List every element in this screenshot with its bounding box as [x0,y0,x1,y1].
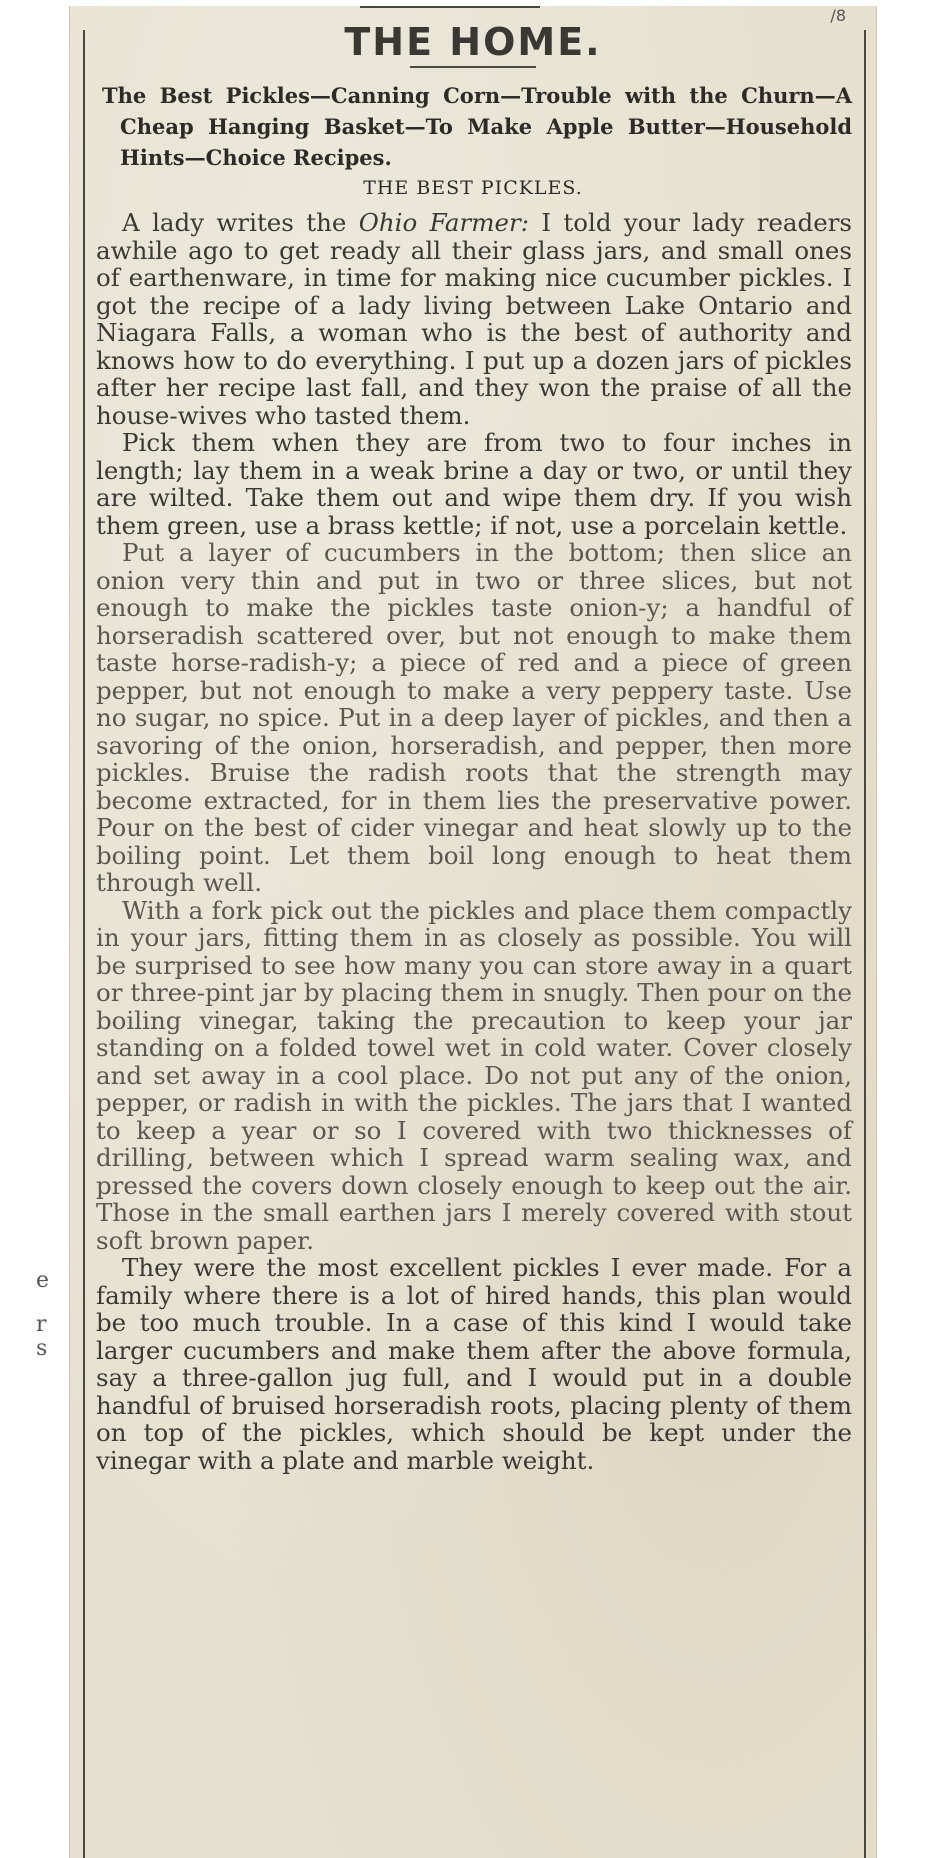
p1-rest: I told your lady readers awhile ago to get ready all their glass jars, and small ones of earthenware, in time for making nice cucumber pickles. I got the recipe of a lady living between Lake Ontario and Niagara Falls, a woman who is the best of authority and knows how to do everything. I put up a dozen jars of pickles after her recipe last fall, and they won the praise of all the house-wives who tasted them. [96,208,852,430]
edge-fragment: r [36,1312,47,1337]
p1-lead: A lady writes the [122,208,359,237]
top-rule [360,6,540,8]
paragraph-1 [96,209,852,429]
deck-text: The Best Pickles—Canning Corn—Trouble with the Churn—A Cheap Hanging Basket—To Make Apple Butter—Household Hints—Choice Recipes. [102,83,852,170]
headline-rule [410,66,536,68]
paragraph-2: Pick them when they are from two to four inches in length; lay them in a weak brine a day or two, or until they are wilted. Take them out and wipe them dry. If you wish them green, use a brass kettle; if not, use a porcelain kettle. [96,428,852,540]
corner-mark: /8 [830,6,846,25]
article-body [96,209,852,1474]
publication-name: Ohio Farmer: [358,208,529,237]
paragraph-3: Put a layer of cucumbers in the bottom; then slice an onion very thin and put in two or three slices, but not enough to make the pickles taste onion-y; a handful of horseradish scattered over, but not enough to make them taste horse-radish-y; a piece of red and a piece of green pepper, but not enough to make a very peppery taste. Use no sugar, no spice. Put in a deep layer of pickles, and then a savoring of the onion, horseradish, and pepper, then more pickles. Bruise the radish roots that the strength may become extracted, for in them lies the preservative power. Pour on the best of cider vinegar and heat slowly up to the boiling point. Let them boil long enough to heat them through well. [96,538,852,897]
column-rule-right [864,30,866,1858]
deck-subheading [102,80,852,173]
edge-fragment: s [36,1336,48,1361]
section-subhead: THE BEST PICKLES. [363,177,583,199]
paragraph-4: With a fork pick out the pickles and place them compactly in your jars, fitting them in as closely as possible. You will be surprised to see how many you can store away in a quart or three-pint jar by placing them in snugly. Then pour on the boiling vinegar, taking the precaution to keep your jar standing on a folded towel wet in cold water. Cover closely and set away in a cool place. Do not put any of the onion, pepper, or radish in with the pickles. The jars that I wanted to keep a year or so I covered with two thicknesses of drilling, between which I spread warm sealing wax, and pressed the covers down closely enough to keep out the air. Those in the small earthen jars I merely covered with stout soft brown paper. [96,895,852,1255]
headline: THE HOME. [344,20,602,64]
edge-fragment: e [36,1268,50,1293]
paragraph-5: They were the most excellent pickles I ever made. For a family where there is a lot of hired hands, this plan would be too much trouble. In a case of this kind I would take larger cucumbers and make them after the above formula, say a three-gallon jug full, and I would put in a double handful of bruised horseradish roots, placing plenty of them on top of the pickles, which should be kept under the vinegar with a plate and marble weight. [96,1253,852,1475]
column-rule-left [83,30,85,1858]
newspaper-clipping [70,6,876,1858]
